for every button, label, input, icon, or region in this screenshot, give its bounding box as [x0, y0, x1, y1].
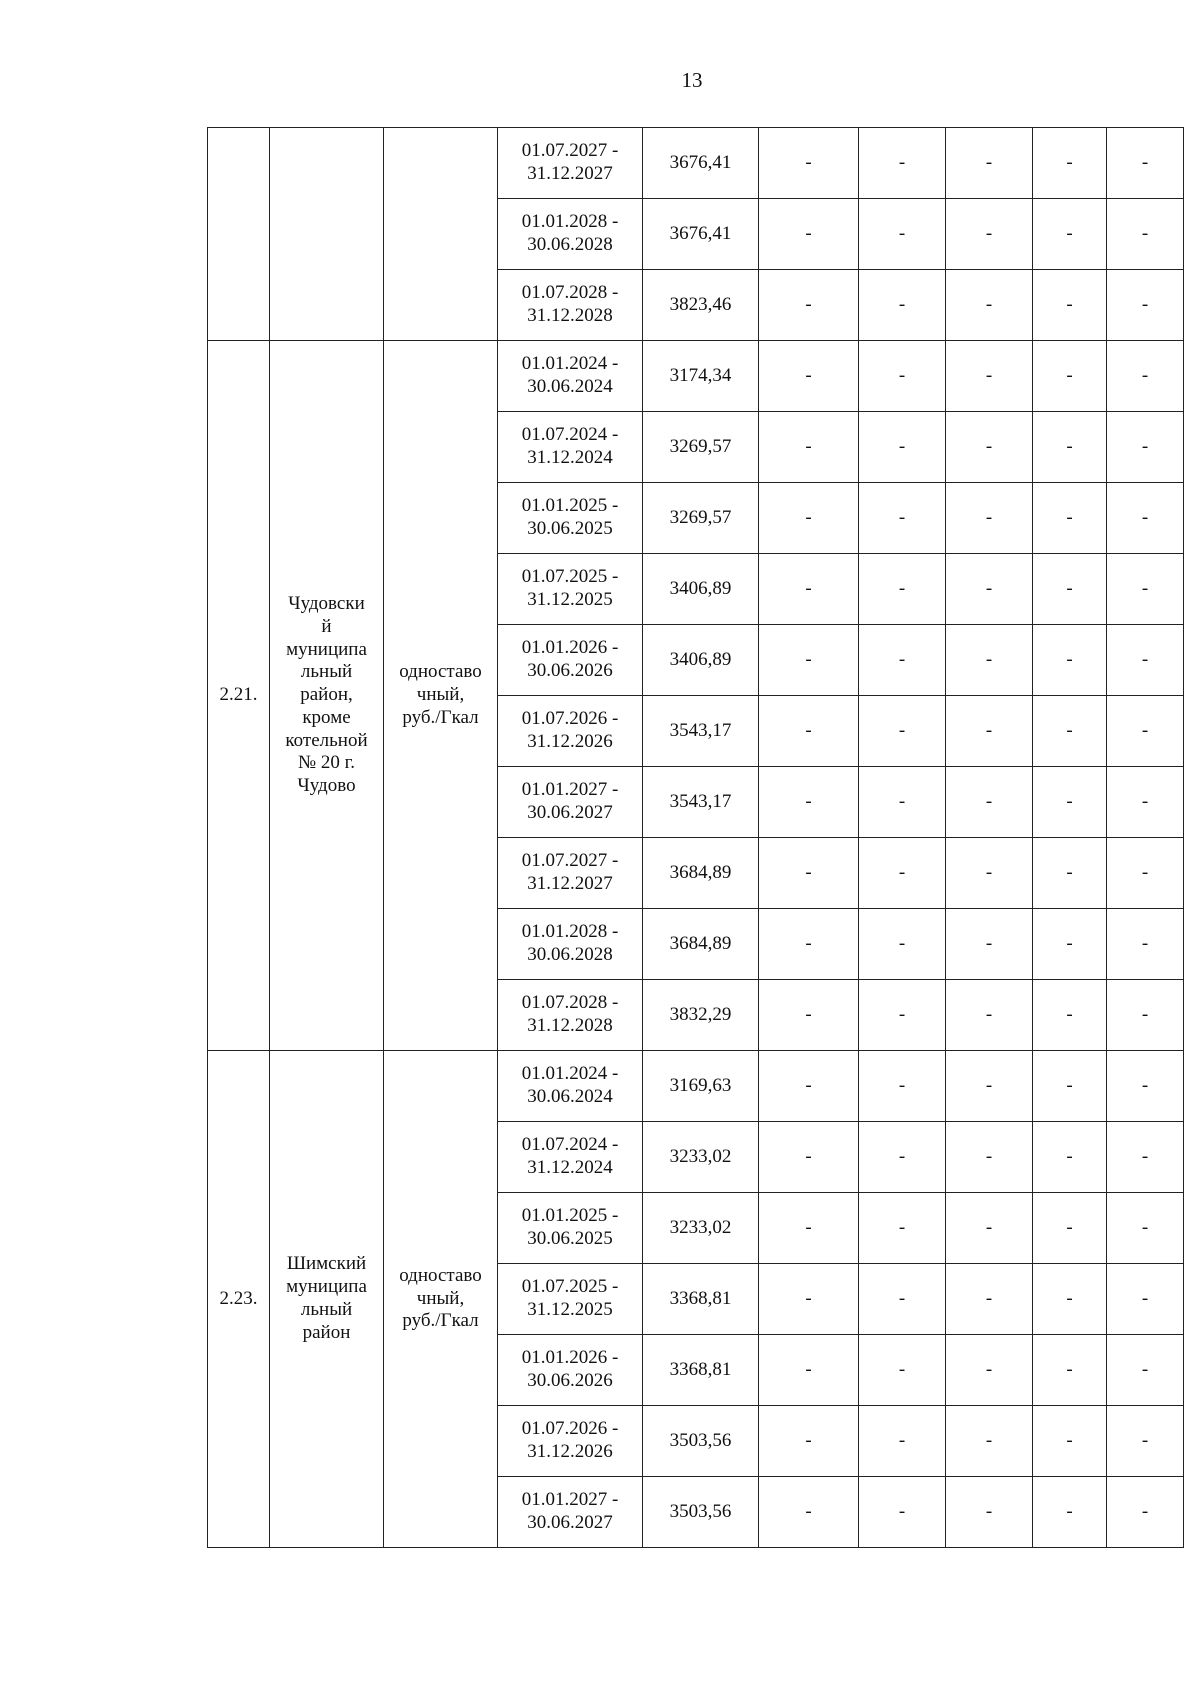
empty-value-cell: - [1033, 625, 1107, 696]
empty-value-cell: - [859, 341, 946, 412]
empty-value-cell: - [759, 199, 859, 270]
period-cell [498, 199, 643, 270]
period-start: 01.07.2024 - [521, 1134, 619, 1156]
empty-value-cell: - [759, 1193, 859, 1264]
empty-value-cell: - [859, 838, 946, 909]
empty-value-cell: - [946, 1406, 1033, 1477]
group-name [270, 128, 384, 341]
group-unit: одноставо чный, руб./Гкал [384, 341, 498, 1051]
group-unit: одноставо чный, руб./Гкал [384, 1051, 498, 1548]
empty-value-cell: - [1033, 412, 1107, 483]
empty-value-cell: - [759, 1477, 859, 1548]
period-cell [498, 1477, 643, 1548]
empty-value-cell: - [759, 341, 859, 412]
empty-value-cell: - [859, 483, 946, 554]
period-cell [498, 1406, 643, 1477]
group-number [208, 128, 270, 341]
group-unit [384, 128, 498, 341]
empty-value-cell: - [1107, 625, 1184, 696]
period-end: 31.12.2027 [527, 163, 613, 184]
empty-value-cell: - [759, 1051, 859, 1122]
tariff-value: 3684,89 [643, 909, 759, 980]
empty-value-cell: - [946, 909, 1033, 980]
period-cell [498, 980, 643, 1051]
empty-value-cell: - [1107, 554, 1184, 625]
empty-value-cell: - [859, 1051, 946, 1122]
period-start: 01.01.2024 - [521, 353, 619, 375]
empty-value-cell: - [859, 1335, 946, 1406]
empty-value-cell: - [1107, 980, 1184, 1051]
empty-value-cell: - [859, 696, 946, 767]
period-start: 01.01.2027 - [521, 779, 619, 801]
period-end: 30.06.2028 [527, 234, 613, 255]
group-name: Чудовски й муниципа льный район, кроме котельной № 20 г. Чудово [270, 341, 384, 1051]
empty-value-cell: - [1107, 128, 1184, 199]
empty-value-cell: - [759, 270, 859, 341]
empty-value-cell: - [1033, 1335, 1107, 1406]
period-start: 01.07.2027 - [521, 850, 619, 872]
empty-value-cell: - [1107, 696, 1184, 767]
tariff-table [207, 127, 1184, 1548]
empty-value-cell: - [1033, 1122, 1107, 1193]
tariff-value: 3169,63 [643, 1051, 759, 1122]
empty-value-cell: - [946, 1051, 1033, 1122]
empty-value-cell: - [1107, 1335, 1184, 1406]
period-cell [498, 128, 643, 199]
empty-value-cell: - [946, 696, 1033, 767]
table-row [208, 128, 1184, 199]
tariff-value: 3233,02 [643, 1193, 759, 1264]
table-row [208, 341, 1184, 412]
empty-value-cell: - [946, 1122, 1033, 1193]
empty-value-cell: - [1107, 838, 1184, 909]
empty-value-cell: - [1033, 1193, 1107, 1264]
empty-value-cell: - [946, 199, 1033, 270]
empty-value-cell: - [946, 270, 1033, 341]
period-end: 31.12.2026 [527, 1441, 613, 1462]
empty-value-cell: - [759, 1406, 859, 1477]
period-start: 01.07.2026 - [521, 708, 619, 730]
period-cell [498, 1122, 643, 1193]
period-cell [498, 1193, 643, 1264]
group-number: 2.21. [208, 341, 270, 1051]
period-cell [498, 341, 643, 412]
empty-value-cell: - [859, 1122, 946, 1193]
empty-value-cell: - [759, 554, 859, 625]
period-end: 30.06.2026 [527, 1370, 613, 1391]
empty-value-cell: - [1107, 1477, 1184, 1548]
empty-value-cell: - [946, 767, 1033, 838]
empty-value-cell: - [946, 341, 1033, 412]
period-start: 01.01.2025 - [521, 495, 619, 517]
empty-value-cell: - [1033, 1477, 1107, 1548]
period-end: 31.12.2025 [527, 589, 613, 610]
empty-value-cell: - [946, 838, 1033, 909]
empty-value-cell: - [859, 980, 946, 1051]
empty-value-cell: - [1107, 341, 1184, 412]
empty-value-cell: - [946, 412, 1033, 483]
period-end: 30.06.2025 [527, 518, 613, 539]
period-cell [498, 1264, 643, 1335]
tariff-value: 3543,17 [643, 767, 759, 838]
tariff-value: 3233,02 [643, 1122, 759, 1193]
empty-value-cell: - [759, 767, 859, 838]
empty-value-cell: - [1033, 199, 1107, 270]
empty-value-cell: - [946, 625, 1033, 696]
period-end: 30.06.2025 [527, 1228, 613, 1249]
empty-value-cell: - [759, 838, 859, 909]
period-start: 01.01.2026 - [521, 637, 619, 659]
period-start: 01.01.2025 - [521, 1205, 619, 1227]
period-cell [498, 412, 643, 483]
empty-value-cell: - [1107, 767, 1184, 838]
tariff-value: 3823,46 [643, 270, 759, 341]
period-end: 31.12.2028 [527, 305, 613, 326]
page-number: 13 [681, 68, 703, 92]
period-cell [498, 909, 643, 980]
empty-value-cell: - [859, 767, 946, 838]
period-end: 30.06.2028 [527, 944, 613, 965]
empty-value-cell: - [1033, 838, 1107, 909]
period-start: 01.01.2028 - [521, 921, 619, 943]
period-start: 01.07.2025 - [521, 566, 619, 588]
empty-value-cell: - [859, 1477, 946, 1548]
period-start: 01.07.2028 - [521, 282, 619, 304]
empty-value-cell: - [759, 483, 859, 554]
period-start: 01.07.2026 - [521, 1418, 619, 1440]
empty-value-cell: - [859, 199, 946, 270]
empty-value-cell: - [1033, 1051, 1107, 1122]
period-start: 01.07.2024 - [521, 424, 619, 446]
period-end: 30.06.2026 [527, 660, 613, 681]
period-end: 31.12.2025 [527, 1299, 613, 1320]
table-row [208, 1051, 1184, 1122]
empty-value-cell: - [1107, 412, 1184, 483]
period-cell [498, 270, 643, 341]
empty-value-cell: - [1033, 767, 1107, 838]
period-cell [498, 696, 643, 767]
period-end: 31.12.2024 [527, 1157, 613, 1178]
empty-value-cell: - [759, 1264, 859, 1335]
period-end: 30.06.2027 [527, 802, 613, 823]
period-start: 01.01.2027 - [521, 1489, 619, 1511]
empty-value-cell: - [1107, 909, 1184, 980]
empty-value-cell: - [759, 696, 859, 767]
empty-value-cell: - [859, 554, 946, 625]
tariff-value: 3406,89 [643, 554, 759, 625]
period-end: 31.12.2026 [527, 731, 613, 752]
empty-value-cell: - [759, 412, 859, 483]
empty-value-cell: - [859, 270, 946, 341]
period-end: 30.06.2024 [527, 1086, 613, 1107]
empty-value-cell: - [859, 1406, 946, 1477]
period-cell [498, 1051, 643, 1122]
period-cell [498, 625, 643, 696]
empty-value-cell: - [1033, 1406, 1107, 1477]
tariff-value: 3269,57 [643, 412, 759, 483]
empty-value-cell: - [1107, 270, 1184, 341]
tariff-value: 3832,29 [643, 980, 759, 1051]
period-start: 01.07.2027 - [521, 140, 619, 162]
empty-value-cell: - [946, 1264, 1033, 1335]
empty-value-cell: - [1107, 1193, 1184, 1264]
group-number: 2.23. [208, 1051, 270, 1548]
empty-value-cell: - [946, 554, 1033, 625]
empty-value-cell: - [759, 128, 859, 199]
empty-value-cell: - [1033, 980, 1107, 1051]
group-name: Шимский муниципа льный район [270, 1051, 384, 1548]
empty-value-cell: - [759, 1122, 859, 1193]
empty-value-cell: - [1033, 554, 1107, 625]
tariff-value: 3174,34 [643, 341, 759, 412]
tariff-value: 3676,41 [643, 199, 759, 270]
empty-value-cell: - [759, 980, 859, 1051]
period-end: 30.06.2024 [527, 376, 613, 397]
period-cell [498, 1335, 643, 1406]
tariff-value: 3269,57 [643, 483, 759, 554]
period-end: 31.12.2027 [527, 873, 613, 894]
empty-value-cell: - [859, 1264, 946, 1335]
empty-value-cell: - [759, 909, 859, 980]
empty-value-cell: - [946, 1477, 1033, 1548]
empty-value-cell: - [1107, 1051, 1184, 1122]
empty-value-cell: - [946, 980, 1033, 1051]
tariff-value: 3503,56 [643, 1477, 759, 1548]
tariff-value: 3676,41 [643, 128, 759, 199]
empty-value-cell: - [946, 128, 1033, 199]
empty-value-cell: - [1107, 199, 1184, 270]
period-cell [498, 767, 643, 838]
empty-value-cell: - [1033, 341, 1107, 412]
empty-value-cell: - [1033, 483, 1107, 554]
period-end: 31.12.2028 [527, 1015, 613, 1036]
empty-value-cell: - [1033, 270, 1107, 341]
empty-value-cell: - [1033, 128, 1107, 199]
period-cell [498, 483, 643, 554]
empty-value-cell: - [1107, 1406, 1184, 1477]
tariff-value: 3368,81 [643, 1335, 759, 1406]
empty-value-cell: - [1033, 1264, 1107, 1335]
empty-value-cell: - [859, 625, 946, 696]
period-start: 01.01.2028 - [521, 211, 619, 233]
period-end: 31.12.2024 [527, 447, 613, 468]
empty-value-cell: - [859, 909, 946, 980]
empty-value-cell: - [859, 128, 946, 199]
empty-value-cell: - [759, 1335, 859, 1406]
empty-value-cell: - [759, 625, 859, 696]
period-end: 30.06.2027 [527, 1512, 613, 1533]
tariff-value: 3503,56 [643, 1406, 759, 1477]
period-start: 01.07.2025 - [521, 1276, 619, 1298]
empty-value-cell: - [1033, 696, 1107, 767]
empty-value-cell: - [946, 1193, 1033, 1264]
tariff-value: 3368,81 [643, 1264, 759, 1335]
empty-value-cell: - [1033, 909, 1107, 980]
empty-value-cell: - [859, 412, 946, 483]
period-start: 01.01.2026 - [521, 1347, 619, 1369]
period-cell [498, 838, 643, 909]
period-start: 01.01.2024 - [521, 1063, 619, 1085]
empty-value-cell: - [1107, 1264, 1184, 1335]
empty-value-cell: - [859, 1193, 946, 1264]
empty-value-cell: - [946, 1335, 1033, 1406]
tariff-table-body [208, 128, 1184, 1548]
tariff-value: 3543,17 [643, 696, 759, 767]
period-cell [498, 554, 643, 625]
tariff-value: 3406,89 [643, 625, 759, 696]
empty-value-cell: - [1107, 483, 1184, 554]
empty-value-cell: - [1107, 1122, 1184, 1193]
empty-value-cell: - [946, 483, 1033, 554]
period-start: 01.07.2028 - [521, 992, 619, 1014]
tariff-value: 3684,89 [643, 838, 759, 909]
